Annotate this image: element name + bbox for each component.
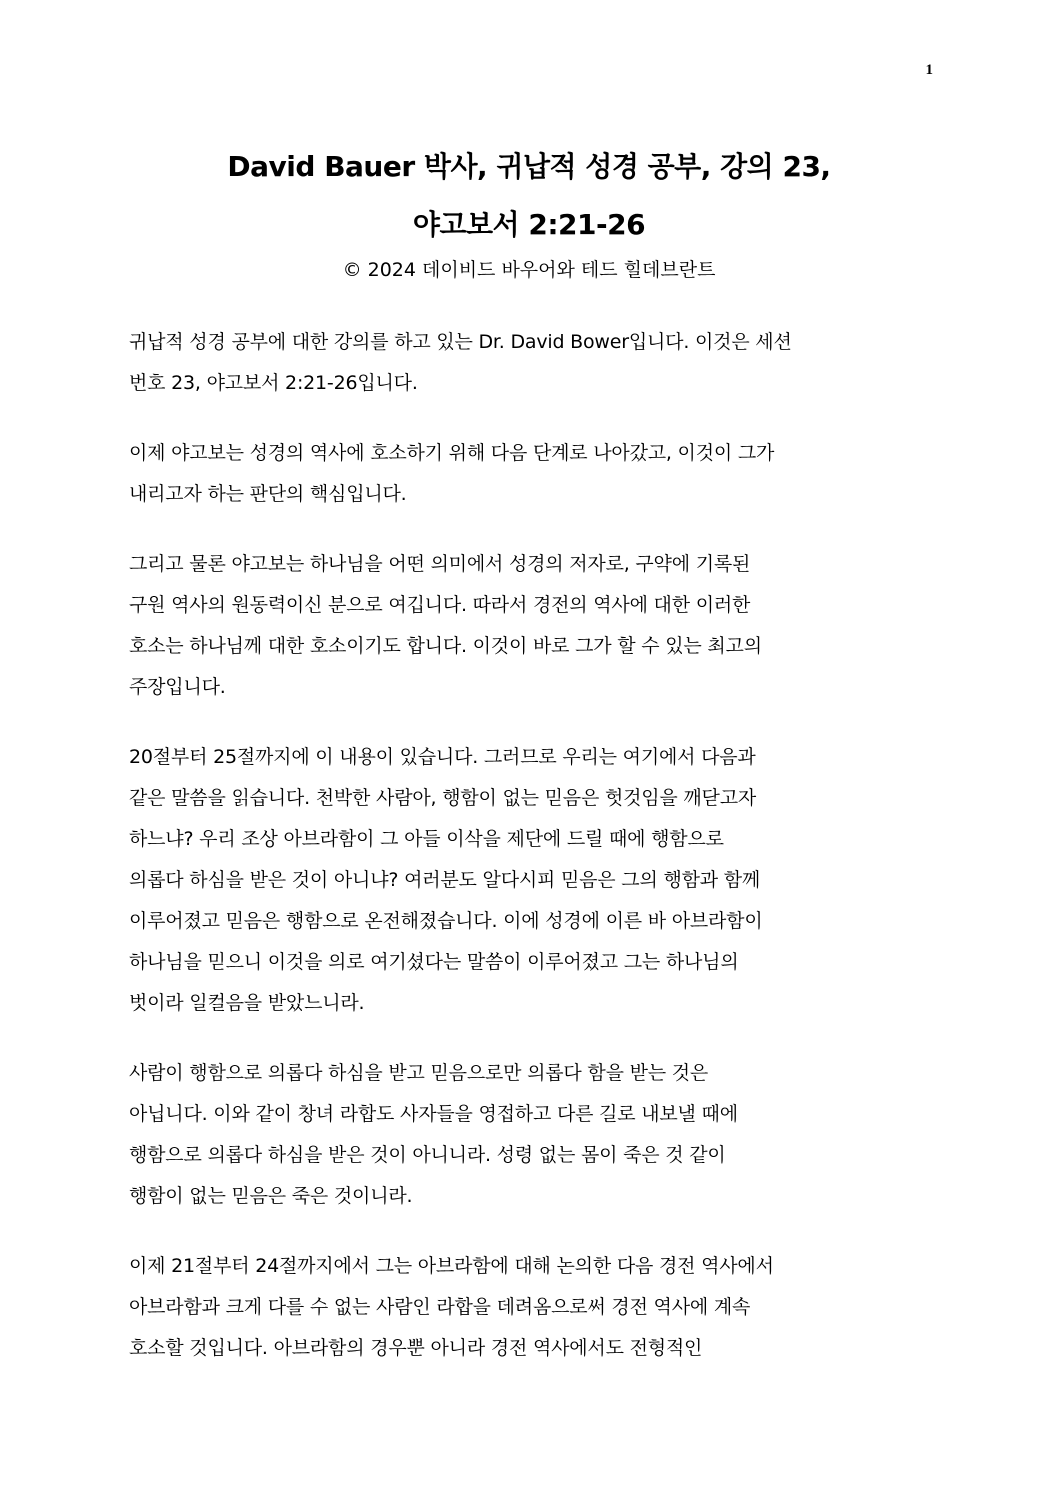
copyright-notice: © 2024 데이비드 바우어와 테드 힐데브란트 xyxy=(342,259,716,281)
document-title-line-2: 야고보서 2:21-26 xyxy=(412,208,646,241)
paragraph-1 xyxy=(129,322,929,404)
text-line: 번호 23, 야고보서 2:21-26입니다. xyxy=(129,372,418,394)
paragraph-4 xyxy=(129,737,929,1024)
text-line: 행함으로 의롭다 하심을 받은 것이 아니니라. 성령 없는 몸이 죽은 것 같이 xyxy=(129,1144,726,1166)
body-text xyxy=(129,322,929,1398)
text-line: 의롭다 하심을 받은 것이 아니냐? 여러분도 알다시피 믿음은 그의 행함과 함께 xyxy=(129,869,761,891)
text-line: 벗이라 일컬음을 받았느니라. xyxy=(129,992,365,1014)
text-line: 귀납적 성경 공부에 대한 강의를 하고 있는 Dr. David Bower입니다. 이것은 세션 xyxy=(129,331,792,353)
text-line: 내리고자 하는 판단의 핵심입니다. xyxy=(129,483,407,505)
text-line: 사람이 행함으로 의롭다 하심을 받고 믿음으로만 의롭다 함을 받는 것은 xyxy=(129,1062,709,1084)
text-line: 아브라함과 크게 다를 수 없는 사람인 라합을 데려옴으로써 경전 역사에 계속 xyxy=(129,1296,751,1318)
paragraph-2 xyxy=(129,433,929,515)
text-line: 행함이 없는 믿음은 죽은 것이니라. xyxy=(129,1185,413,1207)
text-line: 20절부터 25절까지에 이 내용이 있습니다. 그러므로 우리는 여기에서 다음과 xyxy=(129,746,756,768)
text-line: 아닙니다. 이와 같이 창녀 라합도 사자들을 영접하고 다른 길로 내보낼 때에 xyxy=(129,1103,738,1125)
text-line: 호소할 것입니다. 아브라함의 경우뿐 아니라 경전 역사에서도 전형적인 xyxy=(129,1337,703,1359)
paragraph-6 xyxy=(129,1246,929,1369)
text-line: 그리고 물론 야고보는 하나님을 어떤 의미에서 성경의 저자로, 구약에 기록된 xyxy=(129,553,751,575)
text-line: 이제 21절부터 24절까지에서 그는 아브라함에 대해 논의한 다음 경전 역사에서 xyxy=(129,1255,774,1277)
text-line: 이제 야고보는 성경의 역사에 호소하기 위해 다음 단계로 나아갔고, 이것이 그가 xyxy=(129,442,775,464)
text-line: 주장입니다. xyxy=(129,676,226,698)
text-line: 하느냐? 우리 조상 아브라함이 그 아들 이삭을 제단에 드릴 때에 행함으로 xyxy=(129,828,724,850)
page-number: 1 xyxy=(925,62,933,78)
text-line: 구원 역사의 원동력이신 분으로 여깁니다. 따라서 경전의 역사에 대한 이러한 xyxy=(129,594,751,616)
text-line: 이루어졌고 믿음은 행함으로 온전해졌습니다. 이에 성경에 이른 바 아브라함이 xyxy=(129,910,763,932)
paragraph-3 xyxy=(129,544,929,708)
paragraph-5 xyxy=(129,1053,929,1217)
text-line: 호소는 하나님께 대한 호소이기도 합니다. 이것이 바로 그가 할 수 있는 최고의 xyxy=(129,635,762,657)
title-block xyxy=(110,138,948,284)
text-line: 같은 말씀을 읽습니다. 천박한 사람아, 행함이 없는 믿음은 헛것임을 깨닫고자 xyxy=(129,787,757,809)
document-title-line-1: David Bauer 박사, 귀납적 성경 공부, 강의 23, xyxy=(227,150,831,183)
text-line: 하나님을 믿으니 이것을 의로 여기셨다는 말씀이 이루어졌고 그는 하나님의 xyxy=(129,951,739,973)
